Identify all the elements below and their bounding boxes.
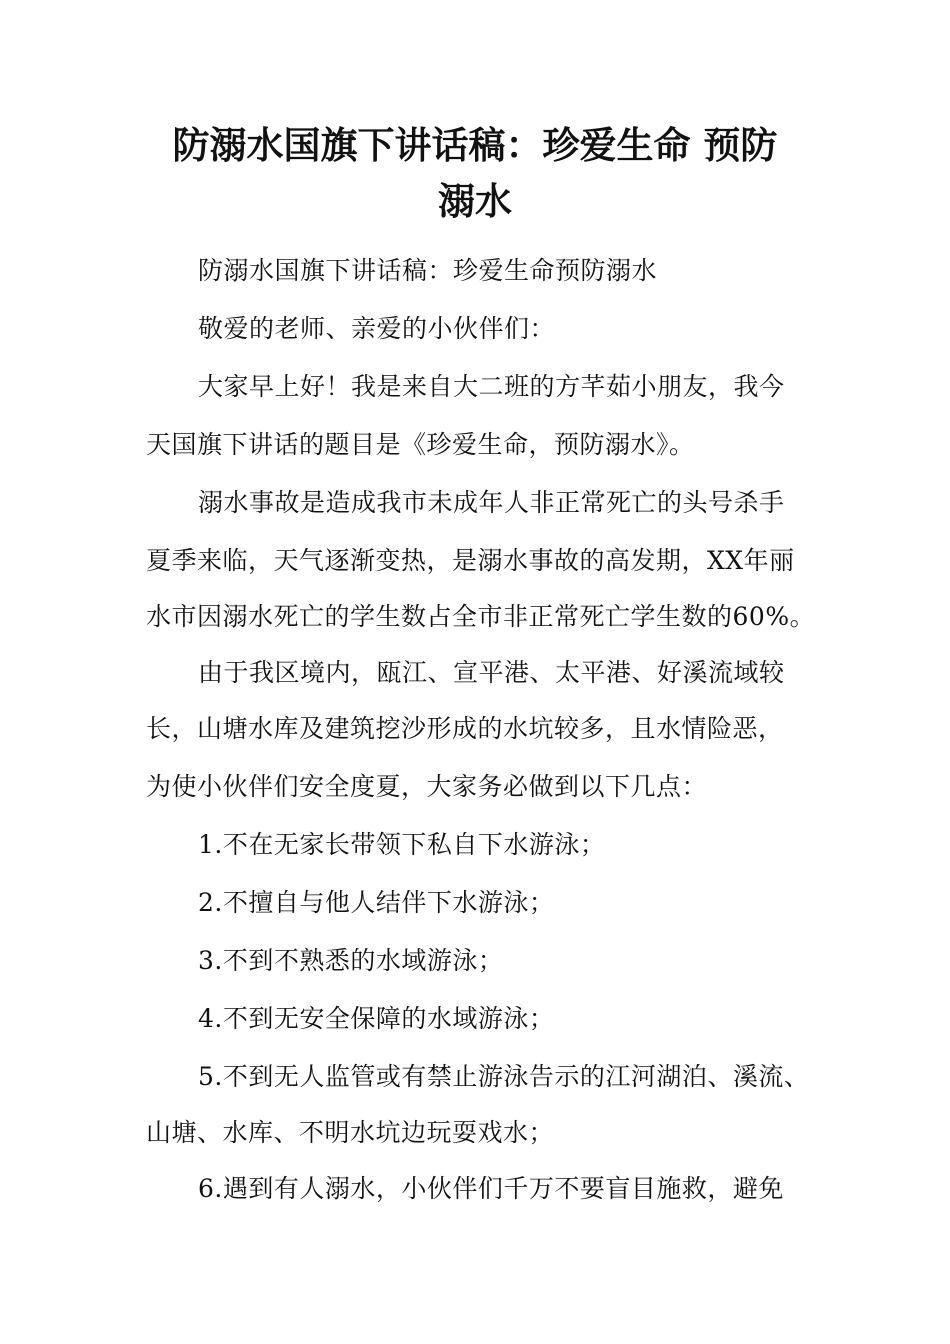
list-item: 4.不到无安全保障的水域游泳； xyxy=(198,1004,555,1033)
paragraph-line: 溺水事故是造成我市未成年人非正常死亡的头号杀手 xyxy=(198,488,785,517)
subtitle-line: 防溺水国旗下讲话稿：珍爱生命预防溺水 xyxy=(198,256,658,285)
list-item: 1.不在无家长带领下私自下水游泳； xyxy=(198,830,606,859)
list-item: 2.不擅自与他人结伴下水游泳； xyxy=(198,888,555,917)
list-item: 3.不到不熟悉的水域游泳； xyxy=(198,946,504,975)
list-item: 5.不到无人监管或有禁止游泳告示的江河湖泊、溪流、 xyxy=(198,1062,810,1091)
list-item: 6.遇到有人溺水，小伙伴们千万不要盲目施救，避免 xyxy=(198,1174,784,1203)
document-title-line-2: 溺水 xyxy=(438,180,512,223)
paragraph-line: 由于我区境内，瓯江、宣平港、太平港、好溪流域较 xyxy=(198,658,785,687)
salutation-line: 敬爱的老师、亲爱的小伙伴们： xyxy=(198,314,556,343)
paragraph-line: 长，山塘水库及建筑挖沙形成的水坑较多，且水情险恶， xyxy=(146,714,784,743)
document-title-line-1: 防溺水国旗下讲话稿：珍爱生命 预防 xyxy=(172,124,778,167)
paragraph-line: 夏季来临，天气逐渐变热，是溺水事故的高发期，XX年丽 xyxy=(146,546,795,575)
list-item-continuation: 山塘、水库、不明水坑边玩耍戏水； xyxy=(146,1118,555,1147)
paragraph-line: 大家早上好！我是来自大二班的方芊茹小朋友，我今 xyxy=(198,372,785,401)
paragraph-line: 水市因溺水死亡的学生数占全市非正常死亡学生数的60%。 xyxy=(146,602,816,631)
paragraph-line: 为使小伙伴们安全度夏，大家务必做到以下几点： xyxy=(146,772,708,801)
paragraph-line: 天国旗下讲话的题目是《珍爱生命，预防溺水》。 xyxy=(146,430,695,459)
